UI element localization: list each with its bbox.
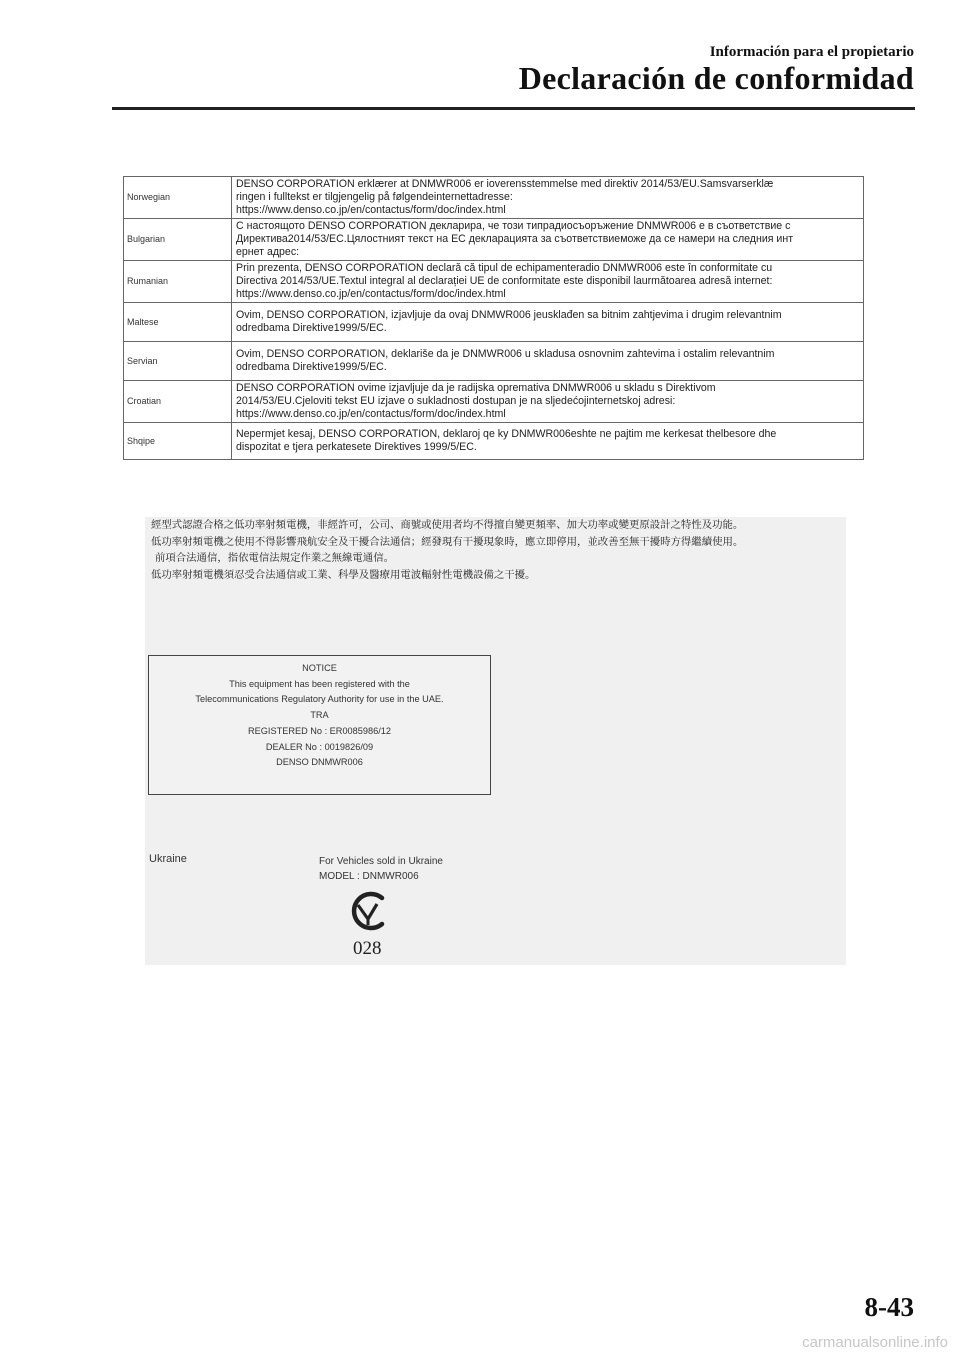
declaration-line: odredbama Direktive1999/5/EC. [236,361,387,373]
taiwan-ncc-notice [151,517,843,583]
notice-line: 低功率射頻電機之使用不得影響飛航安全及干擾合法通信；經發現有干擾現象時，應立即停用，並改善至無干擾時方得繼續使用。 [151,535,744,548]
declaration-line: Ovim, DENSO CORPORATION, deklariše da je DNMWR006 u skladusa osnovnim zahtevima i ostalim relevantnim [236,348,775,360]
declaration-line: Directiva 2014/53/UE.Textul integral al declarației UE de conformitate este disponibil laurmătoarea adresă internet: [236,275,773,287]
declaration-text [232,423,864,460]
declaration-line: dispozitat e tjera perkatesete Direktives 1999/5/EC. [236,441,477,453]
language-cell: Servian [124,342,232,381]
notice-line: 前項合法通信，指依電信法規定作業之無線電通信。 [155,552,394,564]
ukraine-line: For Vehicles sold in Ukraine [319,856,443,867]
declaration-text [232,219,864,261]
watermark: carmanualsonline.info [802,1334,948,1351]
notice-line: 經型式認證合格之低功率射頻電機，非經許可，公司、商號或使用者均不得擅自變更頻率、加大功率或變更原設計之特性及功能。 [151,519,744,531]
notice-line: This equipment has been registered with the [229,678,410,689]
declaration-line: 2014/53/EU.Cjeloviti tekst EU izjave o sukladnosti dostupan je na sljedećojinternetskoj adresi: [236,395,676,407]
certification-panel [145,517,846,965]
declaration-line: Nepermjet kesaj, DENSO CORPORATION, deklaroj qe ky DNMWR006eshte ne pajtim me kerkesat thelbesore dhe [236,428,777,440]
declaration-text [232,177,864,219]
header-rule [112,107,915,110]
notice-line: Telecommunications Regulatory Authority for use in the UAE. [195,694,444,705]
language-cell: Croatian [124,381,232,423]
header-section-label: Información para el propietario [709,44,914,60]
language-cell: Norwegian [124,177,232,219]
declaration-line: ернет адрес: [236,246,300,258]
language-cell: Rumanian [124,261,232,303]
table-row [124,177,864,219]
declaration-text [232,261,864,303]
notice-line: TRA [310,710,329,721]
certification-number: 028 [353,938,382,959]
ukraine-info [319,854,443,884]
declaration-line: https://www.denso.co.jp/en/contactus/form/doc/index.html [236,288,506,300]
ukraine-line: MODEL : DNMWR006 [319,871,419,882]
ukraine-label: Ukraine [149,853,187,865]
language-cell: Bulgarian [124,219,232,261]
declaration-line: Prin prezenta, DENSO CORPORATION declară că tipul de echipamenteradio DNMWR006 este în conformitate cu [236,262,773,274]
notice-line: DEALER No : 0019826/09 [265,741,374,752]
language-cell: Shqipe [124,423,232,460]
table-row [124,261,864,303]
declaration-line: https://www.denso.co.jp/en/contactus/form/doc/index.html [236,204,506,216]
declaration-line: DENSO CORPORATION ovime izjavljuje da je radijska opremativa DNMWR006 u skladu s Direktivom [236,382,716,394]
table-row [124,342,864,381]
declaration-line: ringen i fulltekst er tilgjengelig på følgendeinternettadresse: [236,191,513,203]
declaration-line: https://www.denso.co.jp/en/contactus/form/doc/index.html [236,408,506,420]
table-row [124,381,864,423]
notice-line: REGISTERED No : ER0085986/12 [248,725,391,736]
table-row [124,219,864,261]
ukraine-conformity-mark-icon [346,889,390,933]
declaration-line: Директива2014/53/ЕС.Цялостният текст на ЕС декларацията за съответствиеможе да се намери на следния инт [236,233,794,245]
uae-tra-notice-box [148,655,491,795]
page-title: Declaración de conformidad [518,60,914,96]
declarations-table [123,176,864,460]
declaration-line: DENSO CORPORATION erklærer at DNMWR006 er ioverensstemmelse med direktiv 2014/53/EU.Samsvarserklæ [236,178,774,190]
page-number: 8-43 [864,1292,914,1322]
table-row [124,423,864,460]
declaration-line: С настоящото DENSO CORPORATION декларира, че този типрадиосъоръжение DNMWR006 е в съответствие с [236,220,791,232]
table-row [124,303,864,342]
declaration-text [232,381,864,423]
declaration-line: Ovim, DENSO CORPORATION, izjavljuje da ovaj DNMWR006 jeusklađen sa bitnim zahtjevima i drugim relevantnim [236,309,782,321]
language-cell: Maltese [124,303,232,342]
declaration-text [232,342,864,381]
declaration-line: odredbama Direktive1999/5/EC. [236,322,387,334]
notice-line: DENSO DNMWR006 [276,757,363,768]
notice-line: 低功率射頻電機須忍受合法通信或工業、科學及醫療用電波輻射性電機設備之干擾。 [151,568,536,581]
declaration-text [232,303,864,342]
notice-line: NOTICE [302,663,337,673]
